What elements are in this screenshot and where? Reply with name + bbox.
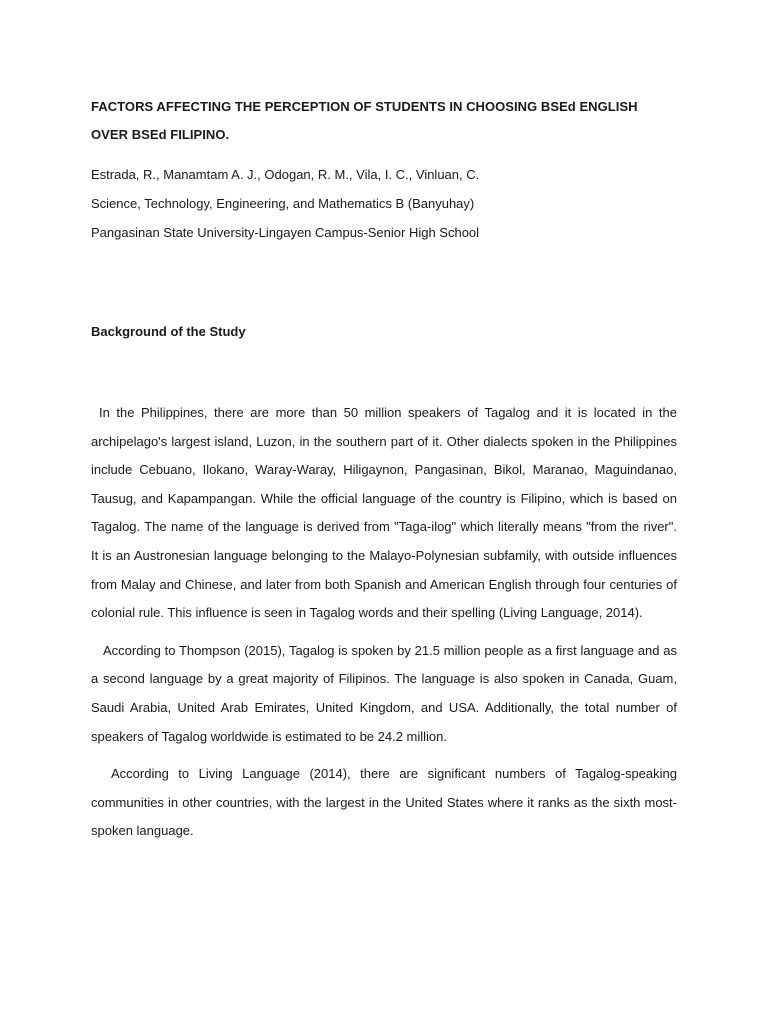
document-title: FACTORS AFFECTING THE PERCEPTION OF STUDENTS IN CHOOSING BSEd ENGLISH OVER BSEd FILIPINO. <box>91 99 638 142</box>
section-heading: Background of the Study <box>91 324 246 339</box>
document-content <box>91 93 677 839</box>
body-text <box>91 399 677 855</box>
paragraph-1: In the Philippines, there are more than 50 million speakers of Tagalog and it is located in the archipelago's largest island, Luzon, in the southern part of it. Other dialects spoken in the Philippines include Cebuano, Ilokano, Waray-Waray, Hiligaynon, Pangasinan, Bikol, Maranao, Maguindanao, Tausug, and Kapampangan. While the official language of the country is Filipino, which is based on Tagalog. The name of the language is derived from "Taga-ilog" which literally means "from the river". It is an Austronesian language belonging to the Malayo-Polynesian subfamily, with outside influences from Malay and Chinese, and later from both Spanish and American English through four centuries of colonial rule. This influence is seen in Tagalog words and their spelling (Living Language, 2014). <box>91 405 677 621</box>
institution-line: Pangasinan State University-Lingayen Campus-Senior High School <box>91 225 480 240</box>
paragraph-2: According to Thompson (2015), Tagalog is spoken by 21.5 million people as a first language and as a second language by a great majority of Filipinos. The language is also spoken in Canada, Guam, Saudi Arabia, United Arab Emirates, United Kingdom, and USA. Additionally, the total number of speakers of Tagalog worldwide is estimated to be 24.2 million. <box>91 642 677 744</box>
authors-line: Estrada, R., Manamtam A. J., Odogan, R. M., Vila, I. C., Vinluan, C. <box>91 167 480 182</box>
strand-line: Science, Technology, Engineering, and Mathematics B (Banyuhay) <box>91 196 475 211</box>
author-block <box>91 160 677 247</box>
paragraph-3: According to Living Language (2014), there are significant numbers of Tagalog-speaking communities in other countries, with the largest in the United States where it ranks as the sixth most-spoken language. <box>91 766 677 839</box>
